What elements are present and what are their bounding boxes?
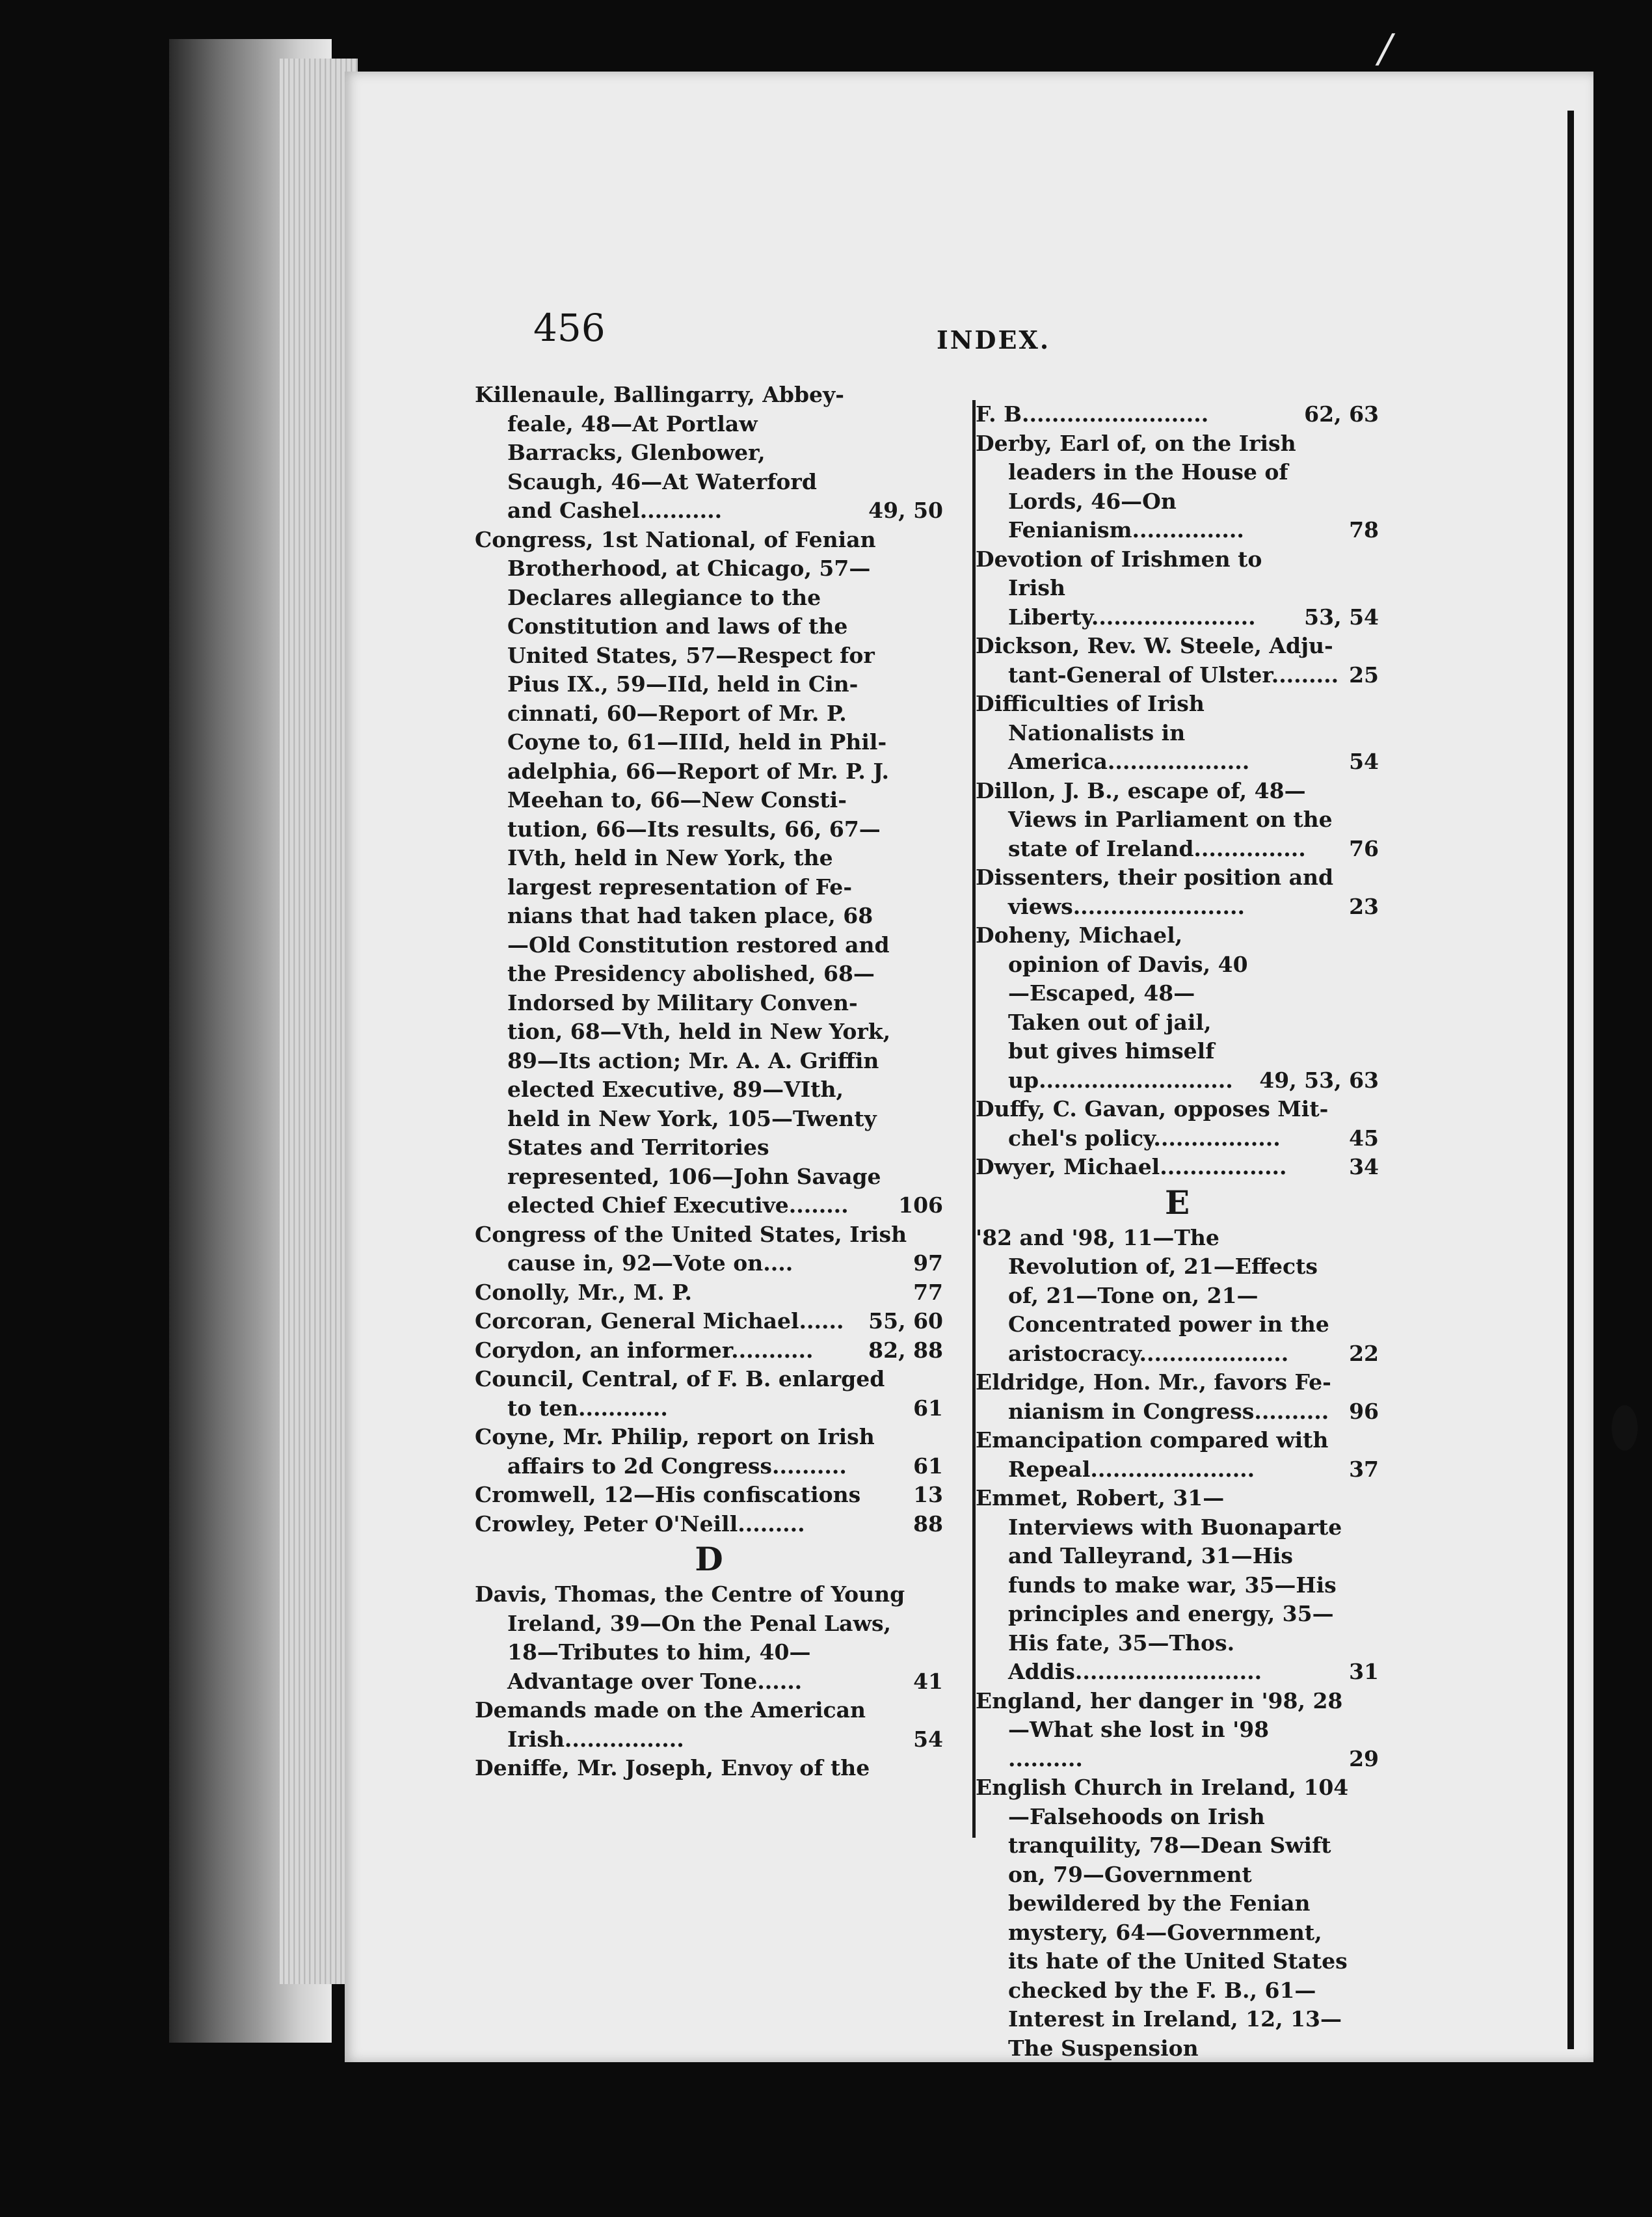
entry-text: English Church in Ireland, 104—Falsehoods on Irish tranquility, 78—Dean Swift on, 79—Government bewildered by the Fenian mystery, 64—Government, its hate of the United States checked by the F. B., 61—Interest in Ireland, 12, 13—The Suspension	[976, 1775, 1349, 2061]
entry-text: Deniffe, Mr. Joseph, Envoy of the	[475, 1755, 870, 1780]
entry-text: Killenaule, Ballingarry, Abbeyfeale, 48—At Portlaw Barracks, Glenbower, Scaugh, 46—At Waterford and Cashel...........	[475, 382, 844, 523]
entry-text: Corcoran, General Michael......	[475, 1308, 844, 1334]
index-entry	[475, 1696, 943, 1754]
entry-text: Dickson, Rev. W. Steele, Adjutant-General of Ulster.........	[976, 633, 1339, 688]
entry-pages: 41	[913, 1668, 943, 1694]
entry-pages: 23	[1349, 893, 1379, 919]
index-entry	[976, 1426, 1379, 1484]
index-column-left	[475, 381, 943, 1783]
index-entry	[976, 1368, 1379, 1426]
entry-pages: 49, 53, 63	[1259, 1067, 1379, 1093]
entry-text: Coyne, Mr. Philip, report on Irish affairs to 2d Congress..........	[475, 1424, 875, 1479]
entry-pages: 34	[1349, 1154, 1379, 1179]
index-entry	[976, 921, 1379, 1095]
entry-text: Emancipation compared with Repeal......................	[976, 1427, 1329, 1482]
entry-text: F. B.........................	[976, 401, 1209, 427]
entry-pages: 62, 63	[1304, 401, 1379, 427]
page-number: 456	[533, 306, 606, 350]
index-entry	[475, 1220, 943, 1278]
entry-pages: 13	[913, 1482, 943, 1507]
entry-pages: 96	[1349, 1398, 1379, 1424]
entry-text: Doheny, Michael, opinion of Davis, 40—Escaped, 48—Taken out of jail, but gives himself up..........................	[976, 922, 1248, 1093]
entry-text: Emmet, Robert, 31—Interviews with Buonaparte and Talleyrand, 31—His funds to make war, 35—His principles and energy, 35—His fate, 35—Thos. Addis.........................	[976, 1485, 1342, 1684]
entry-text: Eldridge, Hon. Mr., favors Fenianism in Congress..........	[976, 1369, 1331, 1424]
index-entry	[976, 690, 1379, 777]
entry-pages: 54	[1349, 749, 1379, 774]
index-entry	[475, 1423, 943, 1481]
entry-text: Difficulties of Irish Nationalists in America...................	[976, 691, 1250, 774]
index-entry	[976, 1687, 1379, 1774]
section-letter: E	[1164, 1183, 1190, 1222]
entry-pages: 29	[1349, 1745, 1379, 1771]
index-entry	[475, 1278, 943, 1308]
entry-pages: 77	[913, 1279, 943, 1305]
index-entry	[475, 526, 943, 1220]
index-entry	[475, 1336, 943, 1365]
entry-pages: 97	[913, 1250, 943, 1276]
entry-pages: 49, 50	[868, 498, 943, 523]
entry-text: Corydon, an informer...........	[475, 1337, 814, 1363]
entry-pages: 37	[1349, 1456, 1379, 1482]
entry-pages: 61	[913, 1453, 943, 1479]
entry-pages: 78	[1349, 517, 1379, 543]
entry-pages: 45	[1349, 1125, 1379, 1151]
index-entry	[976, 1484, 1379, 1687]
index-entry	[475, 1481, 943, 1510]
entry-text: Congress of the United States, Irish cause in, 92—Vote on....	[475, 1221, 907, 1276]
index-entry	[475, 1580, 943, 1696]
entry-text: Davis, Thomas, the Centre of Young Ireland, 39—On the Penal Laws, 18—Tributes to him, 40—Advantage over Tone......	[475, 1581, 905, 1694]
entry-pages: 106	[898, 1192, 943, 1218]
running-title: INDEX.	[937, 325, 1051, 355]
entry-text: Conolly, Mr., M. P.	[475, 1279, 693, 1305]
index-entry	[976, 777, 1379, 864]
entry-pages: 55, 60	[868, 1308, 943, 1334]
entry-text: Crowley, Peter O'Neill.........	[475, 1511, 805, 1537]
entry-text: Dwyer, Michael.................	[976, 1154, 1287, 1179]
entry-text: Demands made on the American Irish................	[475, 1697, 866, 1752]
entry-pages: 61	[913, 1395, 943, 1421]
entry-text: Congress, 1st National, of Fenian Brotherhood, at Chicago, 57—Declares allegiance to the Constitution and laws of the United States, 57—Respect for Pius IX., 59—IId, held in Cincinnati, 60—Report of Mr. P. Coyne to, 61—IIId, held in Philadelphia, 66—Report of Mr. P. J. Meehan to, 66—New Constitution, 66—Its results, 66, 67—IVth, held in New York, the largest representation of Fenians that had taken place, 68—Old Constitution restored and the Presidency abolished, 68—Indorsed by Military Convention, 68—Vth, held in New York, 89—Its action; Mr. A. A. Griffin elected Executive, 89—VIth, held in New York, 105—Twenty States and Territories represented, 106—John Savage elected Chief Executive........	[475, 526, 891, 1218]
entry-pages: 54	[913, 1726, 943, 1752]
entry-text: England, her danger in '98, 28—What she lost in '98 ..........	[976, 1687, 1343, 1771]
entry-pages: 76	[1349, 835, 1379, 861]
entry-pages: 22	[1349, 1340, 1379, 1366]
entry-pages: 53, 54	[1304, 604, 1379, 630]
entry-pages: 31	[1349, 1659, 1379, 1684]
index-entry	[976, 1153, 1379, 1182]
page-right-border	[1567, 111, 1574, 2049]
index-entry	[475, 381, 943, 526]
index-column-right	[976, 400, 1379, 2063]
index-entry	[475, 1365, 943, 1423]
corner-mark: /	[1374, 26, 1397, 72]
section-letter: D	[695, 1540, 723, 1578]
entry-text: Duffy, C. Gavan, opposes Mitchel's policy.................	[976, 1096, 1329, 1151]
entry-text: Council, Central, of F. B. enlarged to ten............	[475, 1366, 885, 1421]
index-entry	[475, 1754, 943, 1783]
entry-text: Devotion of Irishmen to Irish Liberty......................	[976, 546, 1262, 630]
ink-blot	[1612, 1405, 1638, 1451]
index-entry	[976, 545, 1379, 632]
index-entry	[976, 1095, 1379, 1153]
index-entry	[475, 1307, 943, 1336]
entry-pages: 82, 88	[868, 1337, 943, 1363]
index-entry	[976, 1224, 1379, 1369]
index-entry	[475, 1510, 943, 1539]
entry-text: Cromwell, 12—His confiscations	[475, 1482, 861, 1507]
index-entry	[976, 863, 1379, 921]
index-entry	[976, 1773, 1379, 2063]
index-entry	[976, 632, 1379, 690]
entry-pages: 25	[1349, 662, 1379, 688]
entry-pages: 88	[913, 1511, 943, 1537]
entry-text: Derby, Earl of, on the Irish leaders in the House of Lords, 46—On Fenianism...............	[976, 430, 1296, 543]
entry-text: Dillon, J. B., escape of, 48—Views in Parliament on the state of Ireland...............	[976, 777, 1333, 861]
entry-text: Dissenters, their position and views.......................	[976, 865, 1334, 919]
index-entry	[976, 400, 1379, 429]
index-entry	[976, 429, 1379, 545]
entry-text: '82 and '98, 11—The Revolution of, 21—Effects of, 21—Tone on, 21—Concentrated power in the aristocracy....................	[976, 1224, 1329, 1366]
